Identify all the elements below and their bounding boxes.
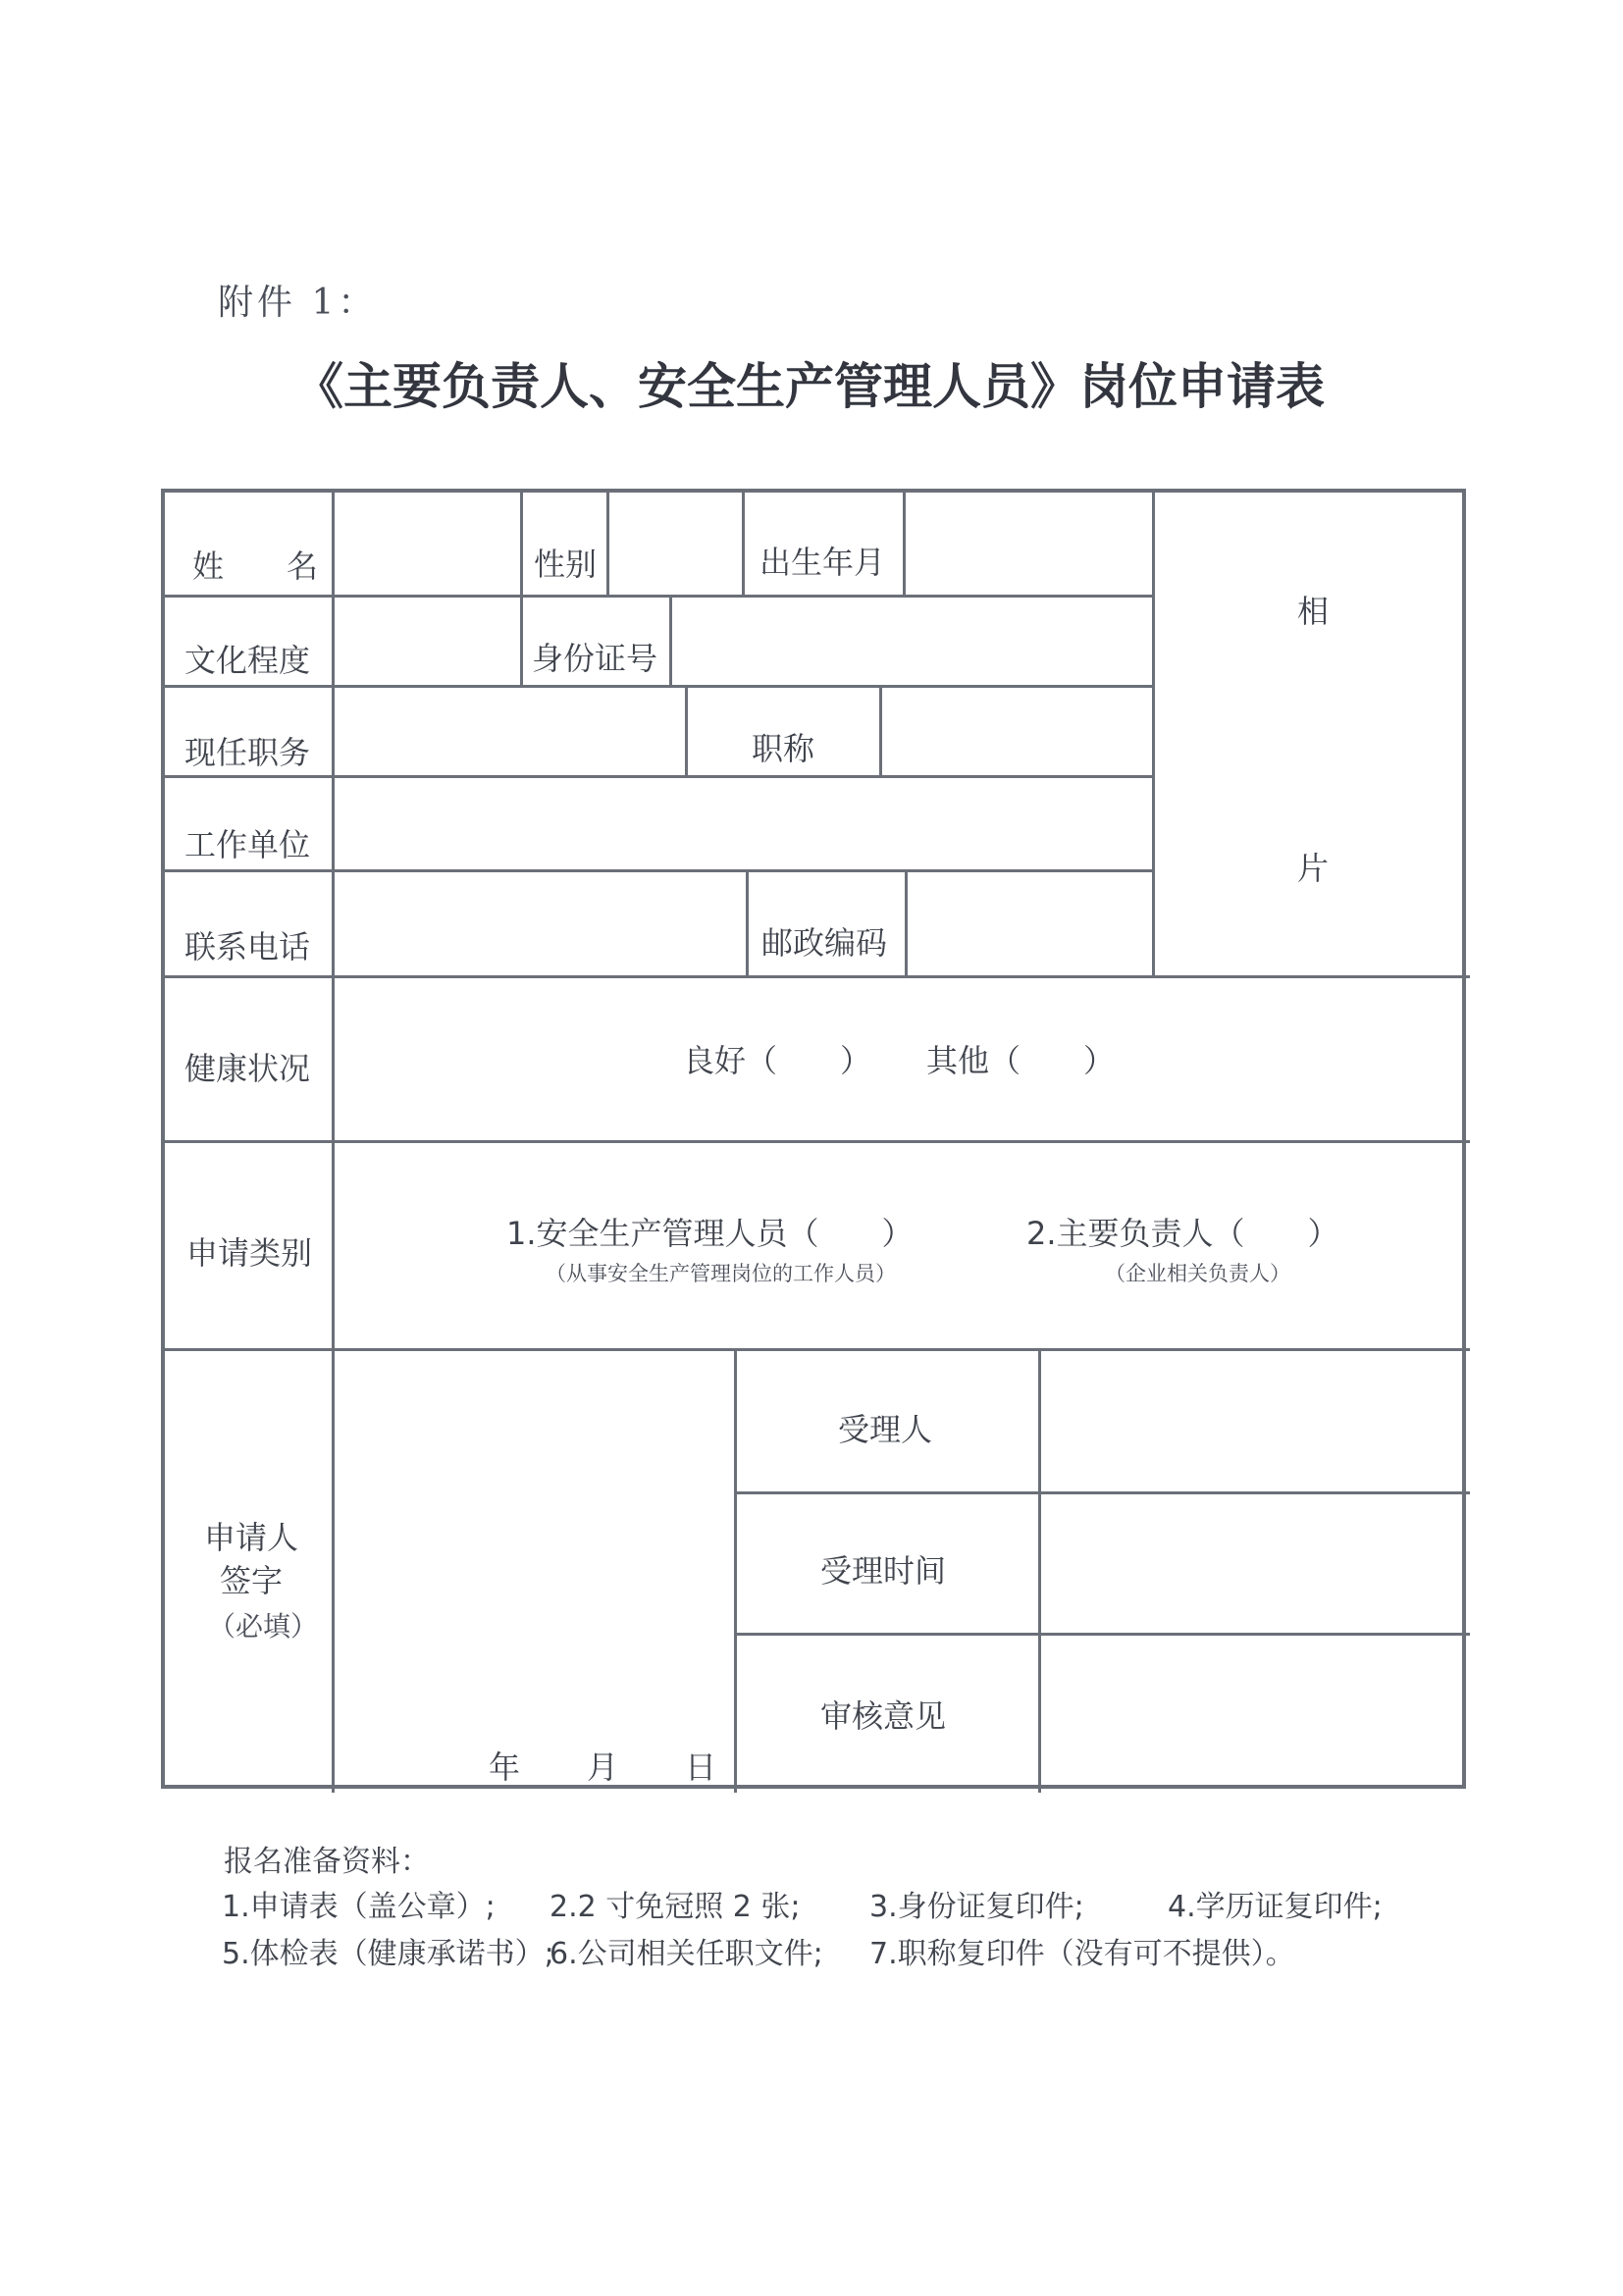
workplace-label: 工作单位 [184, 826, 311, 863]
signature-required-note: （必填） [208, 1610, 319, 1643]
postcode-value[interactable] [907, 871, 1152, 975]
notes-heading: 报名准备资料： [224, 1845, 430, 1879]
col-line-r5-a [746, 869, 749, 975]
postcode-label: 邮政编码 [761, 924, 888, 962]
col-line-r2-a [520, 595, 523, 685]
name-value[interactable] [334, 493, 520, 595]
note-item-1: 1.申请表（盖公章）; [222, 1890, 496, 1924]
position-value[interactable] [334, 687, 685, 775]
note-item-7: 7.职称复印件（没有可不提供）。 [869, 1937, 1295, 1971]
note-item-2: 2.2 寸免冠照 2 张; [550, 1890, 801, 1924]
date-year: 年 [489, 1748, 521, 1786]
title-rank-label: 职称 [752, 730, 815, 767]
photo-label-top: 相 [1297, 593, 1330, 630]
id-number-value[interactable] [671, 597, 1152, 685]
education-label: 文化程度 [184, 642, 311, 679]
category-safety-manager-option[interactable]: 1.安全生产管理人员（ ） [506, 1215, 914, 1252]
category-safety-manager-note: （从事安全生产管理岗位的工作人员） [546, 1262, 896, 1285]
title-rank-value[interactable] [881, 687, 1152, 775]
position-label: 现任职务 [184, 734, 311, 771]
birth-label: 出生年月 [759, 544, 886, 581]
review-label: 审核意见 [820, 1697, 947, 1735]
col-line-r1-a [520, 493, 523, 595]
phone-label: 联系电话 [184, 928, 311, 965]
col-line-r3-a [685, 685, 688, 775]
form-title: 《主要负责人、安全生产管理人员》岗位申请表 [294, 358, 1325, 415]
health-label: 健康状况 [184, 1050, 311, 1087]
date-month: 月 [587, 1748, 619, 1786]
application-form-table [161, 489, 1466, 1789]
signature-label-line1: 申请人 [204, 1519, 299, 1556]
photo-label-bottom: 片 [1297, 850, 1330, 887]
education-value[interactable] [334, 597, 520, 685]
note-item-5: 5.体检表（健康承诺书）; [222, 1937, 554, 1971]
receiver-value[interactable] [1040, 1350, 1466, 1491]
category-principal-note: （企业相关负责人） [1105, 1262, 1290, 1285]
receive-time-label: 受理时间 [820, 1552, 947, 1590]
receiver-label: 受理人 [838, 1411, 933, 1448]
note-item-6: 6.公司相关任职文件; [550, 1937, 823, 1971]
note-item-4: 4.学历证复印件; [1168, 1890, 1383, 1924]
review-value[interactable] [1040, 1635, 1466, 1789]
signature-area[interactable] [334, 1350, 734, 1793]
photo-area[interactable] [1154, 493, 1466, 975]
workplace-value[interactable] [334, 777, 1152, 869]
gender-label: 性别 [534, 546, 598, 583]
id-number-label: 身份证号 [532, 640, 658, 677]
row-line-5 [165, 975, 1470, 978]
signature-label-line2: 签字 [220, 1562, 284, 1599]
category-principal-option[interactable]: 2.主要负责人（ ） [1026, 1215, 1339, 1252]
name-label: 姓 名 [192, 548, 319, 585]
health-other-option[interactable]: 其他（ ） [926, 1042, 1116, 1079]
row-line-6 [165, 1140, 1470, 1143]
receive-time-value[interactable] [1040, 1493, 1466, 1633]
phone-value[interactable] [334, 871, 746, 975]
health-good-option[interactable]: 良好（ ） [683, 1042, 872, 1079]
date-day: 日 [685, 1748, 717, 1786]
gender-value[interactable] [608, 493, 742, 595]
col-line-b-a [734, 1348, 737, 1793]
attachment-label: 附件 1： [218, 283, 378, 323]
birth-value[interactable] [905, 493, 1152, 595]
category-label: 申请类别 [186, 1234, 313, 1272]
note-item-3: 3.身份证复印件; [869, 1890, 1084, 1924]
col-line-r1-c [742, 493, 745, 595]
